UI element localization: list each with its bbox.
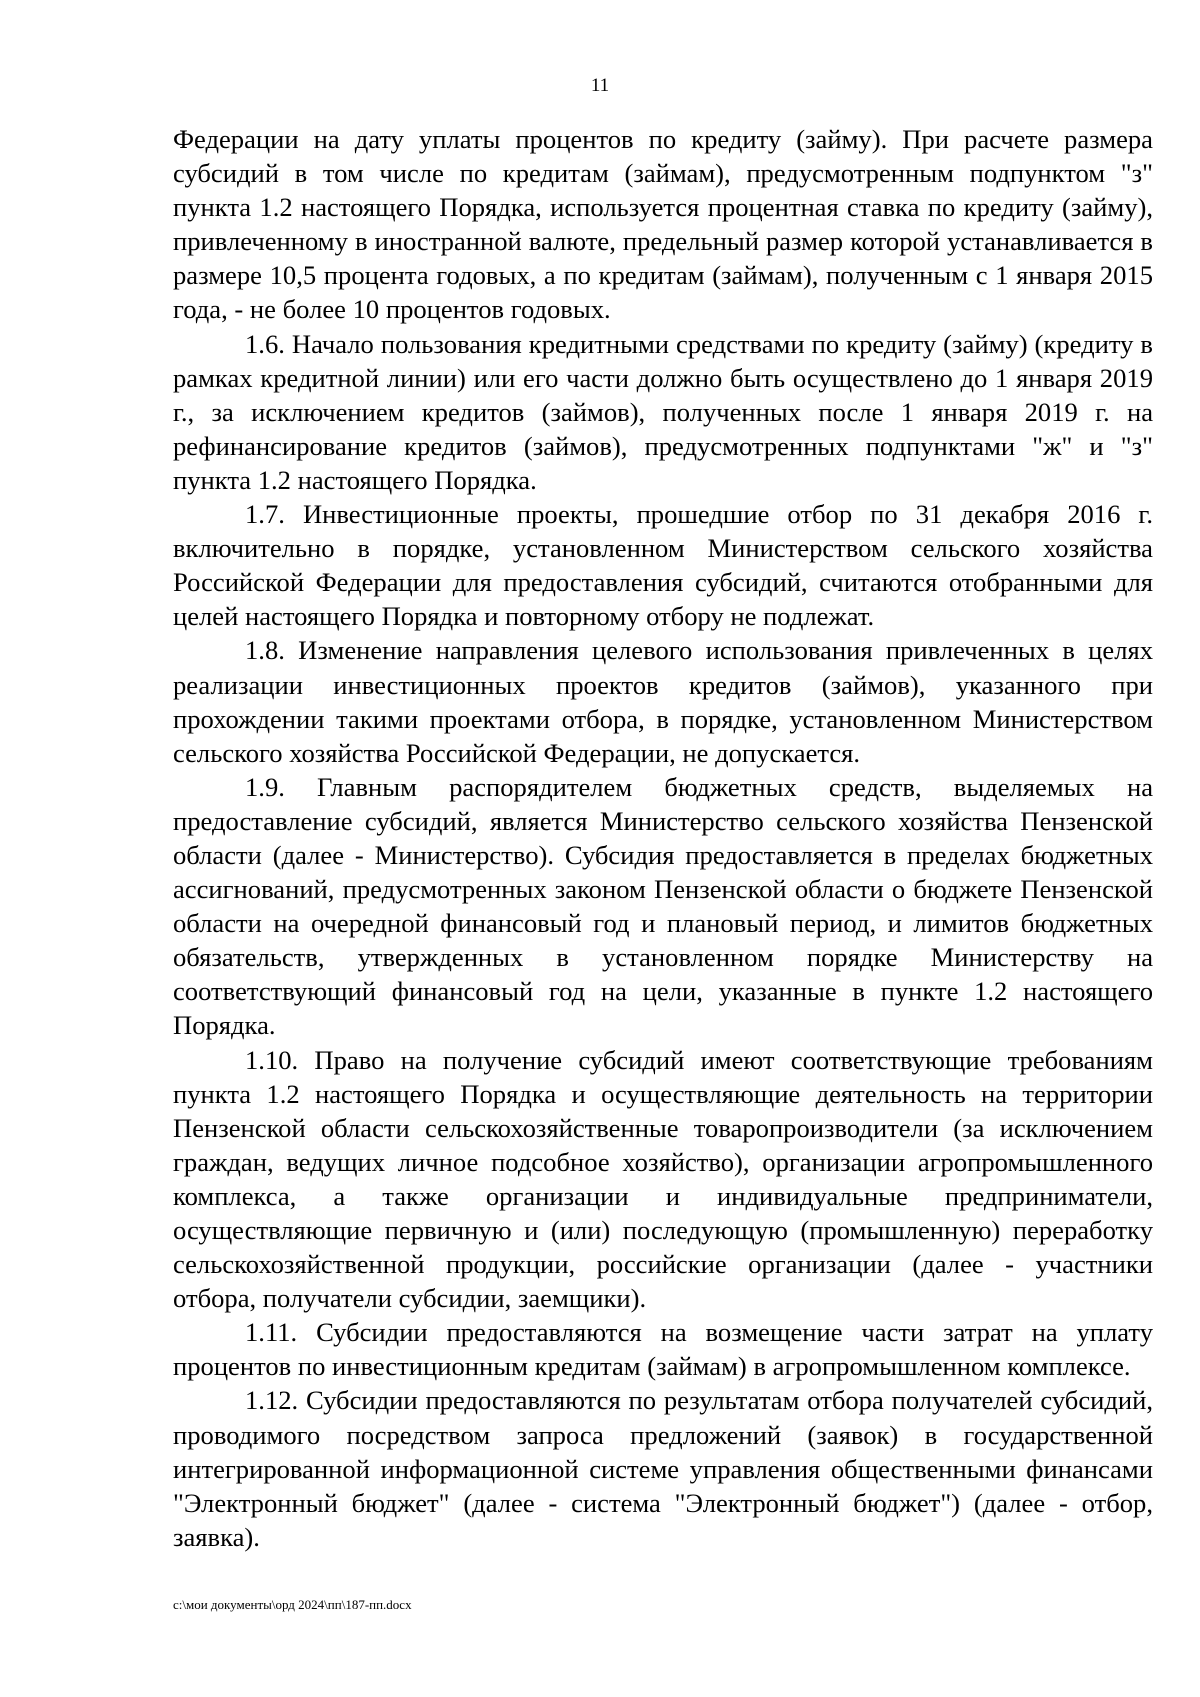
paragraph-1-8: 1.8. Изменение направления целевого использования привлеченных в целях реализации инвестиционных проектов кредитов (займов), указанного при прохождении такими проектами отбора, в порядке, установленном Министерством сельского хозяйства Российской Федерации, не допускается. (173, 635, 1153, 768)
paragraph-1-12: 1.12. Субсидии предоставляются по результатам отбора получателей субсидий, проводимого посредством запроса предложений (заявок) в государственной интегрированной информационной системе управления общественными финансами "Электронный бюджет" (далее - система "Электронный бюджет") (далее - отбор, заявка). (173, 1385, 1153, 1552)
paragraph-continuation: Федерации на дату уплаты процентов по кредиту (займу). При расчете размера субсидий в том числе по кредитам (займам), предусмотренным подпунктом "з" пункта 1.2 настоящего Порядка, используется процентная ставка по кредиту (займу), привлеченному в иностранной валюте, предельный размер которой устанавливается в размере 10,5 процента годовых, а по кредитам (займам), полученным с 1 января 2015 года, - не более 10 процентов годовых. (173, 124, 1153, 325)
paragraph-1-9: 1.9. Главным распорядителем бюджетных средств, выделяемых на предоставление субсидий, является Министерство сельского хозяйства Пензенской области (далее - Министерство). Субсидия предоставляется в пределах бюджетных ассигнований, предусмотренных законом Пензенской области о бюджете Пензенской области на очередной финансовый год и плановый период, и лимитов бюджетных обязательств, утвержденных в установленном порядке Министерству на соответствующий финансовый год на цели, указанные в пункте 1.2 настоящего Порядка. (173, 771, 1153, 1041)
paragraph-1-10: 1.10. Право на получение субсидий имеют соответствующие требованиям пункта 1.2 настоящего Порядка и осуществляющие деятельность на территории Пензенской области сельскохозяйственные товаропроизводители (за исключением граждан, ведущих личное подсобное хозяйство), организации агропромышленного комплекса, а также организации и индивидуальные предприниматели, осуществляющие первичную и (или) последующую (промышленную) переработку сельскохозяйственной продукции, российские организации (далее - участники отбора, получатели субсидии, заемщики). (173, 1044, 1153, 1314)
paragraph-1-7: 1.7. Инвестиционные проекты, прошедшие отбор по 31 декабря 2016 г. включительно в порядке, установленном Министерством сельского хозяйства Российской Федерации для предоставления субсидий, считаются отобранными для целей настоящего Порядка и повторному отбору не подлежат. (173, 499, 1153, 632)
paragraph-1-11: 1.11. Субсидии предоставляются на возмещение части затрат на уплату процентов по инвестиционным кредитам (займам) в агропромышленном комплексе. (173, 1317, 1153, 1382)
paragraph-1-6: 1.6. Начало пользования кредитными средствами по кредиту (займу) (кредиту в рамках кредитной линии) или его части должно быть осуществлено до 1 января 2019 г., за исключением кредитов (займов), полученных после 1 января 2019 г. на рефинансирование кредитов (займов), предусмотренных подпунктами "ж" и "з" пункта 1.2 настоящего Порядка. (173, 328, 1153, 495)
document-body (173, 122, 1153, 1554)
page-number: 11 (590, 75, 610, 96)
footer-file-path: c:\мои документы\орд 2024\пп\187-пп.docx (173, 1597, 412, 1612)
